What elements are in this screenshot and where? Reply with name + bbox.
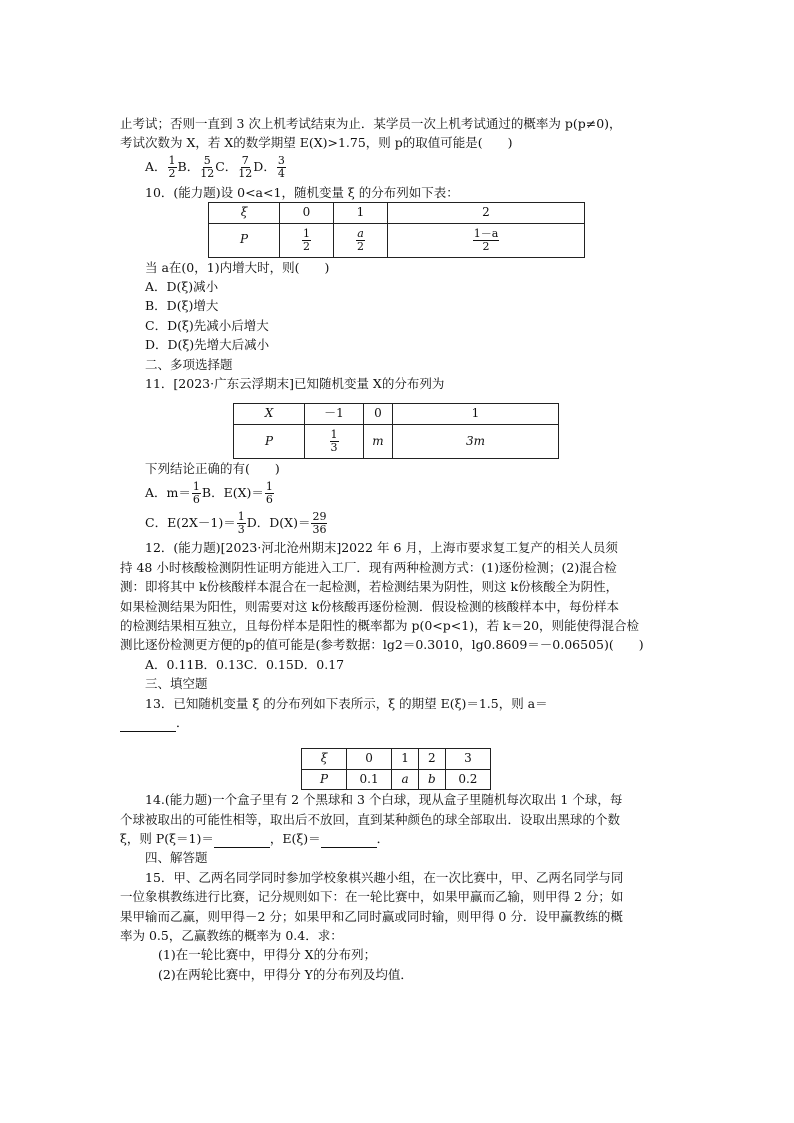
q15-line2: 一位象棋教练进行比赛，记分规则如下：在一轮比赛中，如果甲赢而乙输，则甲得 2 分；如	[120, 889, 624, 905]
q13-table-header-3: 3	[445, 749, 490, 769]
q13-table-row-p: P	[302, 769, 347, 789]
q10-table-cell-0: $\frac{1}{2}$	[280, 223, 334, 257]
q15-line1: 15．甲、乙两名同学同时参加学校象棋兴趣小组，在一次比赛中，甲、乙两名同学与同	[145, 869, 624, 885]
q9-option-a: A． $\frac{1}{2}$	[145, 154, 176, 181]
q10-option-b: B．D(ξ)增大	[145, 298, 219, 314]
q13-table-cell-3: 0.2	[445, 769, 490, 789]
q11-options-ab	[120, 478, 680, 508]
q9-line2: 考试次数为 X，若 X的数学期望 E(X)>1.75，则 p的取值可能是( )	[120, 135, 513, 151]
q11-table-cell-2: 3m	[393, 424, 559, 458]
q11-table-row-p: P	[234, 424, 305, 458]
q12-options: A．0.11B．0.13C．0.15D．0.17	[145, 656, 345, 672]
q13-line2: ．	[120, 713, 680, 732]
q11-table-header-neg1: －1	[305, 404, 364, 424]
q11-option-a: A．m＝ $\frac{1}{6}$	[145, 479, 200, 506]
q13-table-cell-2: b	[418, 769, 445, 789]
q9-option-c: C． $\frac{7}{12}$	[215, 154, 253, 181]
q12-line1: 12．(能力题)[2023·河北沧州期末]2022 年 6 月，上海市要求复工复产的相关人员须	[145, 540, 618, 556]
q11-after: 下列结论正确的有( )	[145, 460, 280, 476]
q11-table-header-var: X	[234, 404, 305, 424]
q15-sub2: (2)在两轮比赛中，甲得分 Y的分布列及均值．	[158, 966, 413, 982]
q9-option-b: B． $\frac{5}{12}$	[177, 154, 215, 181]
q14-line1: 14.(能力题)一个盒子里有 2 个黑球和 3 个白球，现从盒子里随机每次取出 1 个球，每	[145, 792, 623, 808]
q10-after: 当 a在(0，1)内增大时，则( )	[145, 259, 330, 275]
q9-options	[120, 153, 680, 183]
q10-option-d: D．D(ξ)先增大后减小	[145, 337, 270, 353]
q13-line1: 13．已知随机变量 ξ 的分布列如下表所示，ξ 的期望 E(ξ)＝1.5，则 a＝	[145, 695, 548, 711]
q10-table-row-p: P	[209, 223, 280, 257]
q13-table-header-var: ξ	[302, 749, 347, 769]
q13-table-header-2: 2	[418, 749, 445, 769]
q13-table-cell-0: 0.1	[347, 769, 392, 789]
q10-table-header-1: 1	[334, 203, 388, 223]
q13-table-cell-1: a	[392, 769, 419, 789]
q12-line2: 持 48 小时核酸检测阴性证明方能进入工厂．现有两种检测方式：(1)逐份检测；(2)混合检	[120, 559, 617, 575]
q11-stem: 11．[2023·广东云浮期末]已知随机变量 X的分布列为	[145, 376, 445, 392]
q10-table-cell-2: $\frac{1-a}{2}$	[388, 223, 585, 257]
q10-table-header-var: ξ	[209, 203, 280, 223]
q12-line5: 的检测结果相互独立，且每份样本是阳性的概率都为 p(0<p<1)，若 k＝20，则能使得混合检	[120, 617, 640, 633]
q14-answer-blank-2[interactable]	[321, 833, 377, 848]
q11-table-header-0: 0	[364, 404, 393, 424]
q10-stem: 10．(能力题)设 0<a<1，随机变量 ξ 的分布列如下表：	[145, 184, 459, 200]
q12-line3: 测：即将其中 k份核酸样本混合在一起检测，若检测结果为阴性，则这 k份核酸全为阴性，	[120, 579, 619, 595]
q11-table-header-1: 1	[393, 404, 559, 424]
q10-option-a: A．D(ξ)减小	[145, 279, 219, 295]
q13-table-header-0: 0	[347, 749, 392, 769]
q11-distribution-table	[233, 403, 559, 458]
q10-table-header-2: 2	[388, 203, 585, 223]
section-free-response: 四、解答题	[145, 850, 208, 866]
q11-option-d: D．D(X)＝ $\frac{29}{36}$	[246, 509, 327, 536]
q14-line2: 个球被取出的可能性相等，取出后不放回，直到某种颜色的球全部取出．设取出黑球的个数	[120, 811, 621, 827]
q12-line6: 测比逐份检测更方便的p的值可能是(参考数据：lg2＝0.3010，lg0.8609＝－0.06505)( )	[120, 637, 644, 653]
q14-answer-blank-1[interactable]	[214, 833, 270, 848]
q13-answer-blank[interactable]	[120, 717, 176, 732]
q11-table-cell-0: $\frac{1}{3}$	[305, 424, 364, 458]
q10-table-header-0: 0	[280, 203, 334, 223]
q13-distribution-table	[301, 748, 491, 790]
q15-sub1: (1)在一轮比赛中，甲得分 X的分布列；	[158, 947, 377, 963]
section-multiple-choice: 二、多项选择题	[145, 356, 233, 372]
q11-table-cell-1: m	[364, 424, 393, 458]
q10-option-c: C．D(ξ)先减小后增大	[145, 317, 269, 333]
q15-line3: 果甲输而乙赢，则甲得－2 分；如果甲和乙同时赢或同时输，则甲得 0 分．设甲赢教练的概	[120, 908, 623, 924]
q15-line4: 率为 0.5，乙赢教练的概率为 0.4．求：	[120, 928, 343, 943]
q10-distribution-table	[208, 202, 585, 257]
document-page	[120, 114, 680, 984]
q11-option-c: C．E(2X－1)＝ $\frac{1}{3}$	[145, 509, 245, 536]
q14-line3: ξ，则 P(ξ＝1)＝ ，E(ξ)＝ ．	[120, 829, 680, 848]
q9-line1: 止考试；否则一直到 3 次上机考试结束为止．某学员一次上机考试通过的概率为 p(p≠0)，	[120, 116, 622, 131]
q12-line4: 如果检测结果为阳性，则需要对这 k份核酸再逐份检测．假设检测的核酸样本中，每份样本	[120, 598, 620, 614]
q11-option-b: B．E(X)＝ $\frac{1}{6}$	[201, 479, 273, 506]
q10-table-cell-1: $\frac{a}{2}$	[334, 223, 388, 257]
q11-options-cd	[120, 508, 680, 538]
q9-option-d: D． $\frac{3}{4}$	[253, 154, 285, 181]
section-fill-in: 三、填空题	[145, 676, 208, 692]
q13-table-header-1: 1	[392, 749, 419, 769]
